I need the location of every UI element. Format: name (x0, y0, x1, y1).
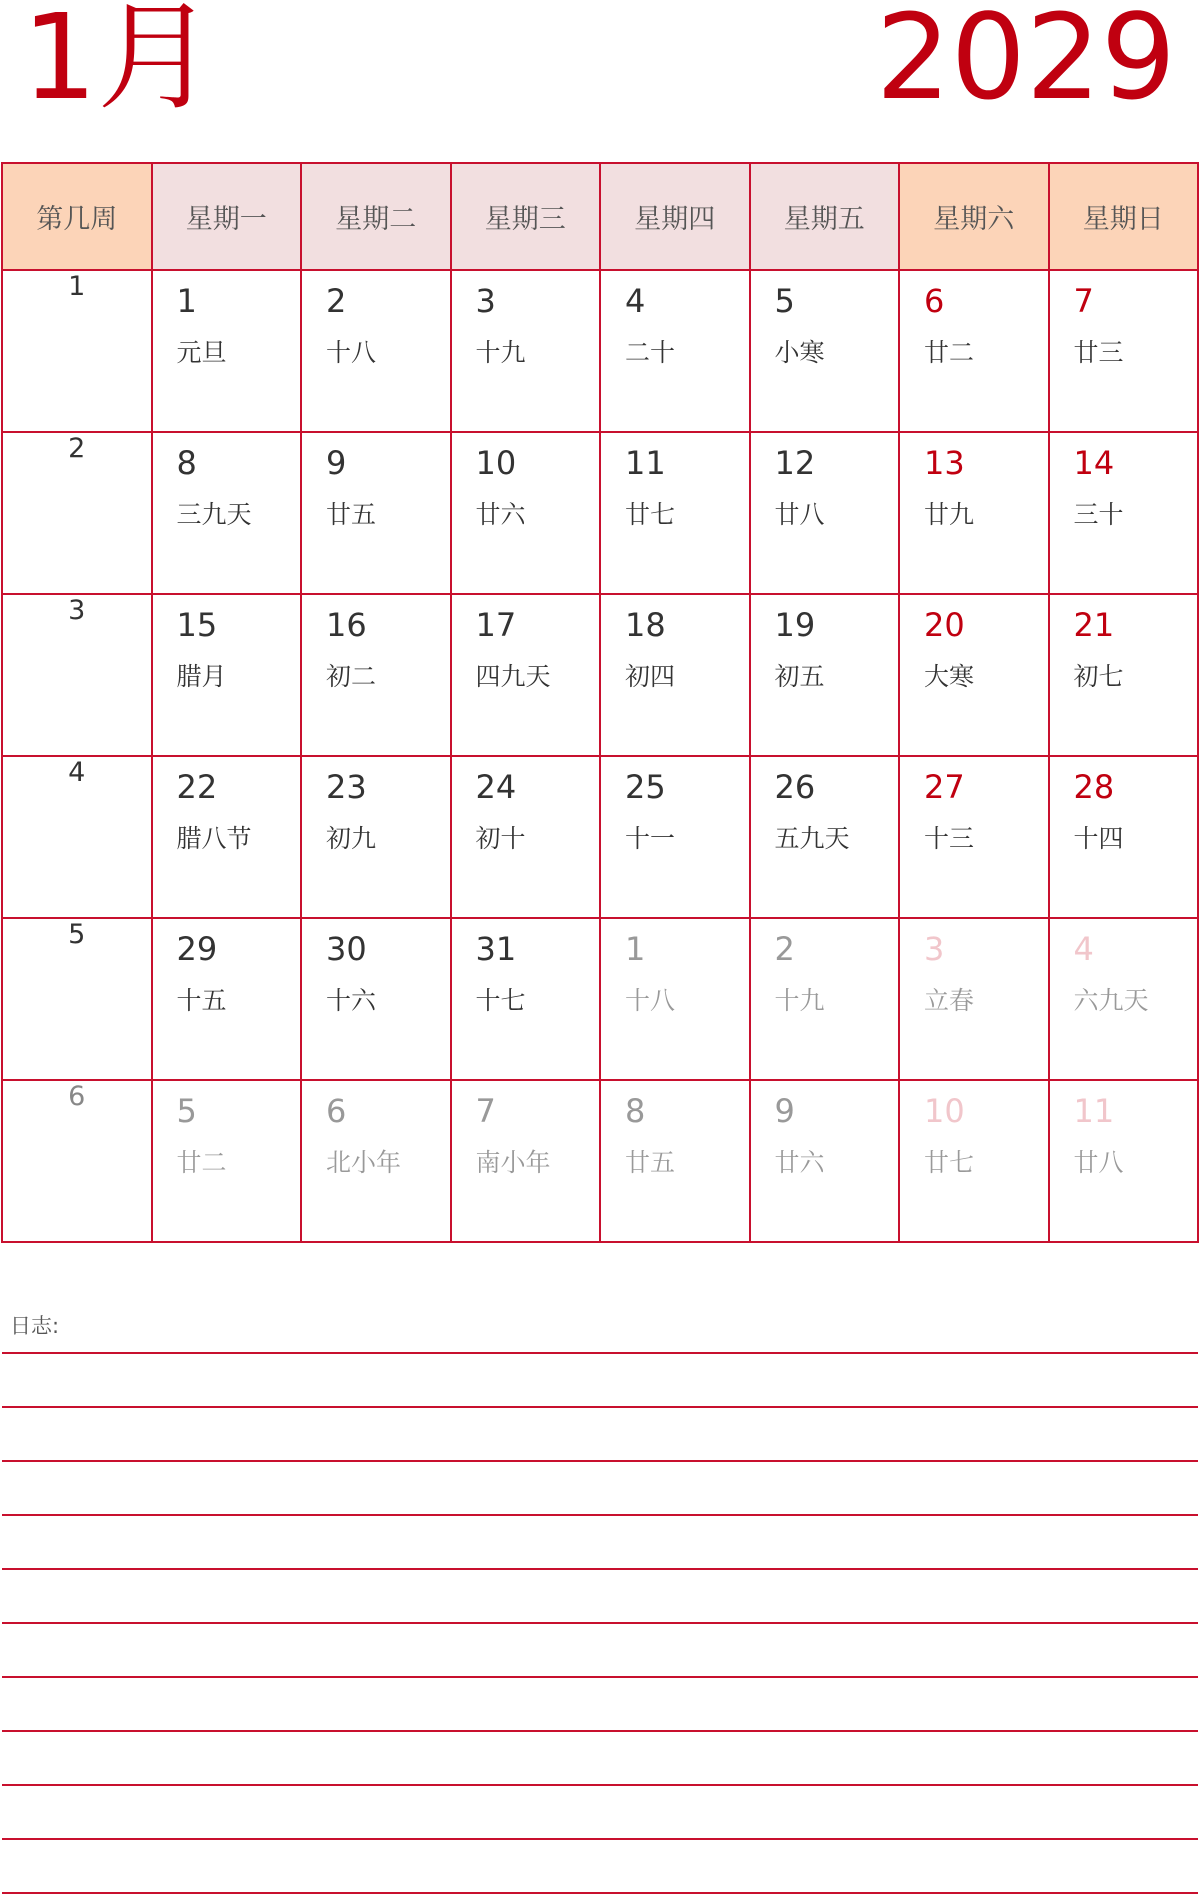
day-cell[interactable] (600, 1080, 750, 1242)
day-cell[interactable] (1049, 270, 1199, 432)
day-cell[interactable] (301, 918, 451, 1080)
day-cell[interactable] (899, 918, 1049, 1080)
week-row (2, 594, 1198, 756)
lunar-date: 十九 (475, 338, 526, 367)
day-number: 17 (475, 606, 517, 644)
lunar-date: 廿七 (625, 500, 676, 529)
header-monday: 星期一 (152, 163, 302, 270)
lunar-date: 廿六 (774, 1148, 825, 1177)
note-line[interactable] (2, 1406, 1198, 1408)
day-number: 27 (924, 768, 965, 806)
lunar-date: 二十 (625, 338, 676, 367)
day-cell[interactable] (899, 594, 1049, 756)
day-cell[interactable] (899, 756, 1049, 918)
day-number: 8 (625, 1092, 646, 1130)
lunar-date: 十五 (176, 986, 227, 1015)
week-row (2, 918, 1198, 1080)
lunar-date: 十九 (774, 986, 825, 1015)
week-row (2, 1080, 1198, 1242)
day-cell[interactable] (750, 432, 900, 594)
day-number: 13 (924, 444, 965, 482)
day-cell[interactable] (152, 756, 302, 918)
day-number: 3 (475, 282, 496, 320)
lunar-date: 四九天 (475, 662, 551, 691)
lunar-date: 十八 (326, 338, 377, 367)
lunar-date: 初七 (1073, 662, 1124, 691)
lunar-date: 十八 (625, 986, 676, 1015)
day-number: 6 (924, 282, 945, 320)
day-cell[interactable] (152, 270, 302, 432)
day-number: 21 (1073, 606, 1115, 644)
day-cell[interactable] (600, 594, 750, 756)
lunar-date: 立春 (924, 986, 975, 1015)
day-cell[interactable] (451, 594, 601, 756)
notes-label: 日志: (10, 1314, 60, 1338)
week-number: 1 (2, 270, 152, 432)
day-cell[interactable] (899, 270, 1049, 432)
note-line[interactable] (2, 1676, 1198, 1678)
note-line[interactable] (2, 1622, 1198, 1624)
day-number: 29 (176, 930, 218, 968)
day-number: 7 (1073, 282, 1094, 320)
day-number: 11 (1073, 1092, 1115, 1130)
header-friday: 星期五 (750, 163, 900, 270)
note-line[interactable] (2, 1838, 1198, 1840)
lunar-date: 大寒 (924, 662, 975, 691)
day-number: 23 (326, 768, 367, 806)
day-cell[interactable] (301, 432, 451, 594)
lunar-date: 十七 (475, 986, 526, 1015)
header-wednesday: 星期三 (451, 163, 601, 270)
lunar-date: 十四 (1073, 824, 1124, 853)
day-cell[interactable] (451, 432, 601, 594)
day-cell[interactable] (152, 432, 302, 594)
lunar-date: 初九 (326, 824, 377, 853)
calendar-grid (1, 162, 1199, 1243)
day-number: 12 (774, 444, 816, 482)
day-cell[interactable] (600, 918, 750, 1080)
day-cell[interactable] (600, 432, 750, 594)
day-number: 19 (774, 606, 816, 644)
day-number: 2 (326, 282, 347, 320)
day-cell[interactable] (600, 756, 750, 918)
header-tuesday: 星期二 (301, 163, 451, 270)
day-number: 9 (774, 1092, 795, 1130)
lunar-date: 腊八节 (176, 824, 252, 853)
day-number: 1 (625, 930, 646, 968)
week-number: 6 (2, 1080, 152, 1242)
day-number: 15 (176, 606, 218, 644)
day-cell[interactable] (750, 594, 900, 756)
day-cell[interactable] (1049, 918, 1199, 1080)
day-number: 9 (326, 444, 347, 482)
day-number: 4 (625, 282, 646, 320)
week-number: 5 (2, 918, 152, 1080)
day-cell[interactable] (451, 918, 601, 1080)
lunar-date: 十三 (924, 824, 975, 853)
calendar-header (0, 0, 1200, 150)
day-number: 10 (475, 444, 517, 482)
week-row (2, 432, 1198, 594)
day-number: 3 (924, 930, 945, 968)
day-cell[interactable] (451, 756, 601, 918)
lunar-date: 廿五 (625, 1148, 676, 1177)
lunar-date: 三十 (1073, 500, 1124, 529)
day-cell[interactable] (451, 270, 601, 432)
month-title: 1月 (22, 0, 216, 126)
lunar-date: 六九天 (1073, 986, 1149, 1015)
week-number: 3 (2, 594, 152, 756)
day-cell[interactable] (750, 756, 900, 918)
weekday-header-row (2, 163, 1198, 270)
day-number: 11 (625, 444, 666, 482)
day-number: 8 (176, 444, 197, 482)
lunar-date: 廿六 (475, 500, 526, 529)
day-number: 6 (326, 1092, 347, 1130)
lunar-date: 廿二 (176, 1148, 227, 1177)
header-thursday: 星期四 (600, 163, 750, 270)
lunar-date: 廿五 (326, 500, 377, 529)
lunar-date: 廿八 (1073, 1148, 1124, 1177)
day-cell[interactable] (750, 270, 900, 432)
day-number: 31 (475, 930, 517, 968)
lunar-date: 腊月 (176, 662, 227, 691)
day-number: 2 (774, 930, 795, 968)
lunar-date: 廿八 (774, 500, 825, 529)
day-number: 20 (924, 606, 965, 644)
day-cell[interactable] (1049, 432, 1199, 594)
note-line[interactable] (2, 1514, 1198, 1516)
day-cell[interactable] (600, 270, 750, 432)
day-number: 4 (1073, 930, 1094, 968)
day-number: 24 (475, 768, 517, 806)
header-sunday: 星期日 (1049, 163, 1199, 270)
header-saturday: 星期六 (899, 163, 1049, 270)
note-line[interactable] (2, 1892, 1198, 1894)
day-number: 22 (176, 768, 218, 806)
lunar-date: 十一 (625, 824, 676, 853)
week-number: 2 (2, 432, 152, 594)
note-line[interactable] (2, 1568, 1198, 1570)
day-number: 28 (1073, 768, 1115, 806)
day-cell[interactable] (152, 594, 302, 756)
week-row (2, 756, 1198, 918)
year-title: 2029 (875, 0, 1176, 126)
day-number: 1 (176, 282, 197, 320)
day-number: 10 (924, 1092, 965, 1130)
lunar-date: 初十 (475, 824, 526, 853)
lunar-date: 南小年 (475, 1148, 551, 1177)
day-cell[interactable] (301, 1080, 451, 1242)
lunar-date: 廿二 (924, 338, 975, 367)
lunar-date: 北小年 (326, 1148, 402, 1177)
lunar-date: 初二 (326, 662, 377, 691)
header-week-number: 第几周 (2, 163, 152, 270)
day-cell[interactable] (301, 270, 451, 432)
day-cell[interactable] (750, 918, 900, 1080)
day-number: 5 (176, 1092, 197, 1130)
lunar-date: 小寒 (774, 338, 825, 367)
lunar-date: 廿七 (924, 1148, 975, 1177)
day-cell[interactable] (899, 1080, 1049, 1242)
note-line[interactable] (2, 1784, 1198, 1786)
day-cell[interactable] (750, 1080, 900, 1242)
day-number: 25 (625, 768, 666, 806)
day-cell[interactable] (152, 1080, 302, 1242)
day-cell[interactable] (301, 594, 451, 756)
note-line[interactable] (2, 1730, 1198, 1732)
day-number: 7 (475, 1092, 496, 1130)
day-cell[interactable] (1049, 1080, 1199, 1242)
day-number: 5 (774, 282, 795, 320)
lunar-date: 十六 (326, 986, 377, 1015)
week-number: 4 (2, 756, 152, 918)
lunar-date: 初四 (625, 662, 676, 691)
note-line[interactable] (2, 1352, 1198, 1354)
day-cell[interactable] (301, 756, 451, 918)
day-cell[interactable] (899, 432, 1049, 594)
lunar-date: 廿九 (924, 500, 975, 529)
lunar-date: 廿三 (1073, 338, 1124, 367)
week-row (2, 270, 1198, 432)
day-cell[interactable] (1049, 756, 1199, 918)
lunar-date: 三九天 (176, 500, 252, 529)
day-number: 26 (774, 768, 816, 806)
day-cell[interactable] (451, 1080, 601, 1242)
day-number: 14 (1073, 444, 1115, 482)
day-number: 30 (326, 930, 367, 968)
day-cell[interactable] (152, 918, 302, 1080)
lunar-date: 五九天 (774, 824, 850, 853)
day-cell[interactable] (1049, 594, 1199, 756)
lunar-date: 初五 (774, 662, 825, 691)
day-number: 16 (326, 606, 367, 644)
lunar-date: 元旦 (176, 338, 227, 367)
note-line[interactable] (2, 1460, 1198, 1462)
day-number: 18 (625, 606, 666, 644)
